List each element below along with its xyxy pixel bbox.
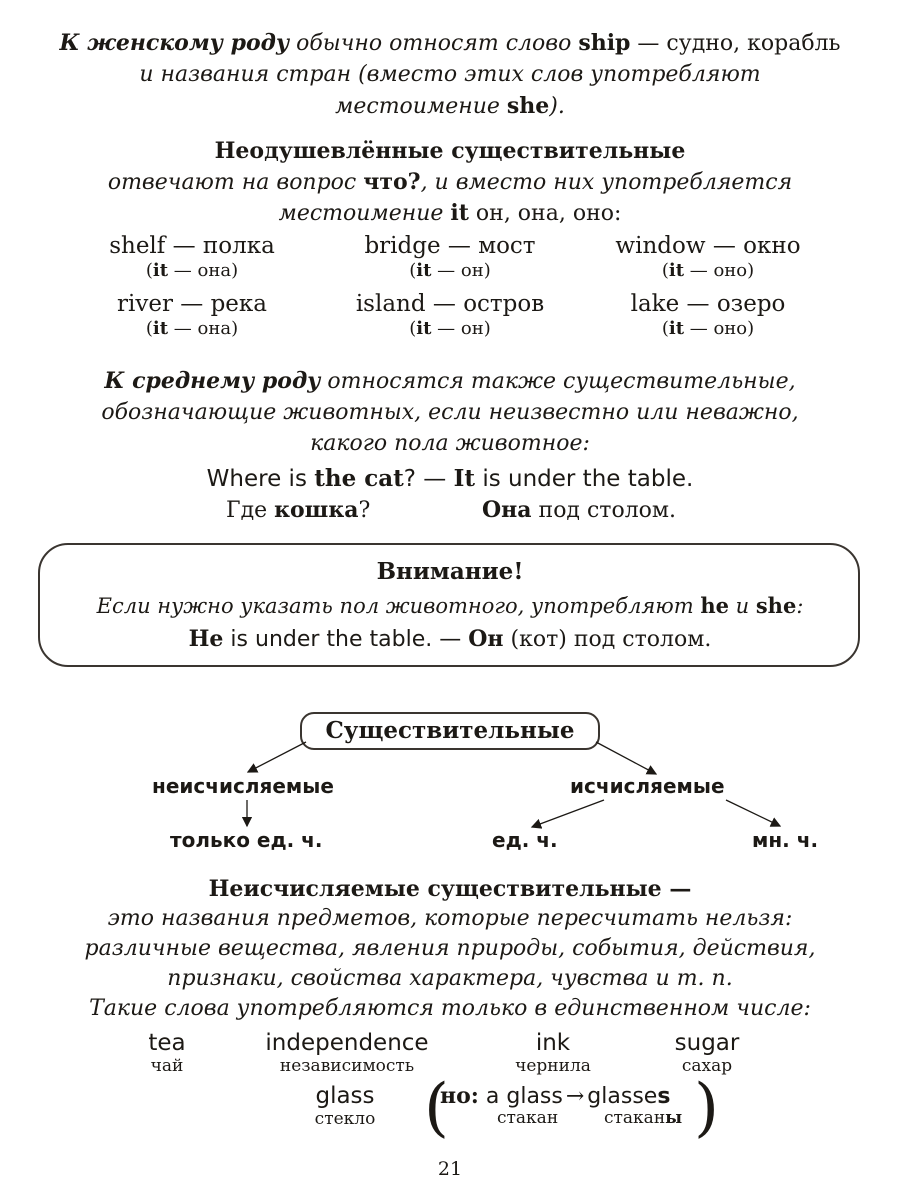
word-she: she [506, 93, 550, 119]
inanimate-word: window — окно (it — оно) [615, 233, 801, 281]
inanimate-word: lake — озеро (it — оно) [630, 291, 786, 339]
inanimate-word: shelf — полка (it — она) [109, 233, 275, 281]
uncountable-example: sugar сахар [674, 1030, 740, 1076]
arrow-to-singular [532, 800, 604, 827]
inanimate-line-1: отвечают на вопрос что?, и вместо них употребляется [107, 169, 793, 195]
inanimate-word: river — река (it — она) [117, 291, 267, 339]
glass-translation: стакан [497, 1108, 559, 1128]
example-russian-question: Где кошка? [226, 497, 371, 523]
glass-plural-note: но: a glass → glasses [440, 1083, 671, 1109]
example-russian-answer: Она под столом. [482, 497, 677, 523]
uncountable-example-glass: glass стекло [314, 1083, 376, 1129]
attention-line-1: Если нужно указать пол животного, употребляют he и she: [96, 593, 804, 618]
right-parenthesis: ) [694, 1071, 719, 1145]
neuter-line-2: обозначающие животных, если неизвестно или неважно, [101, 400, 799, 425]
word-ship: ship [578, 30, 631, 56]
arrow-to-countable [596, 742, 656, 774]
neuter-line-1: К среднему роду относятся также существительные, [104, 368, 796, 394]
inanimate-word: island — остров (it — он) [355, 291, 545, 339]
diagram-countable: исчисляемые [570, 774, 725, 798]
inanimate-heading: Неодушевлённые существительные [214, 138, 686, 164]
intro-line-1: К женскому роду обычно относят слово ship — судно, корабль [59, 30, 841, 56]
feminine-gender-term: К женскому роду [59, 30, 290, 56]
page-number: 21 [437, 1158, 463, 1180]
arrow-to-plural [726, 800, 780, 826]
uncountable-line-2: различные вещества, явления природы, события, действия, [84, 936, 816, 961]
diagram-only-singular: только ед. ч. [170, 828, 323, 852]
intro-line-3: местоимение she). [335, 93, 565, 119]
diagram-uncountable: неисчисляемые [152, 774, 334, 798]
inanimate-word: bridge — мост (it — он) [364, 233, 536, 281]
attention-title: Внимание! [376, 558, 524, 585]
arrow-to-uncountable [248, 742, 306, 772]
attention-line-2: He is under the table. — Он (кот) под столом. [188, 626, 712, 652]
uncountable-heading: Неисчисляемые существительные — [208, 876, 692, 902]
uncountable-example: tea чай [148, 1030, 186, 1076]
uncountable-line-3: признаки, свойства характера, чувства и т. п. [167, 966, 733, 991]
diagram-singular: ед. ч. [492, 828, 558, 852]
diagram-root-nouns: Существительные [300, 712, 600, 750]
uncountable-example: independence независимость [265, 1030, 429, 1076]
glasses-translation: стаканы [604, 1108, 683, 1128]
neuter-line-3: какого пола животное: [310, 431, 590, 456]
uncountable-line-4: Такие слова употребляются только в единственном числе: [89, 996, 811, 1021]
diagram-plural: мн. ч. [752, 828, 819, 852]
left-parenthesis: ( [424, 1071, 449, 1145]
uncountable-example: ink чернила [515, 1030, 591, 1076]
uncountable-line-1: это названия предметов, которые пересчитать нельзя: [107, 906, 793, 931]
intro-line-2: и названия стран (вместо этих слов употребляют [139, 62, 761, 87]
example-english: Where is the cat? — It is under the table. [206, 465, 694, 492]
inanimate-line-2: местоимение it он, она, оно: [278, 200, 622, 226]
